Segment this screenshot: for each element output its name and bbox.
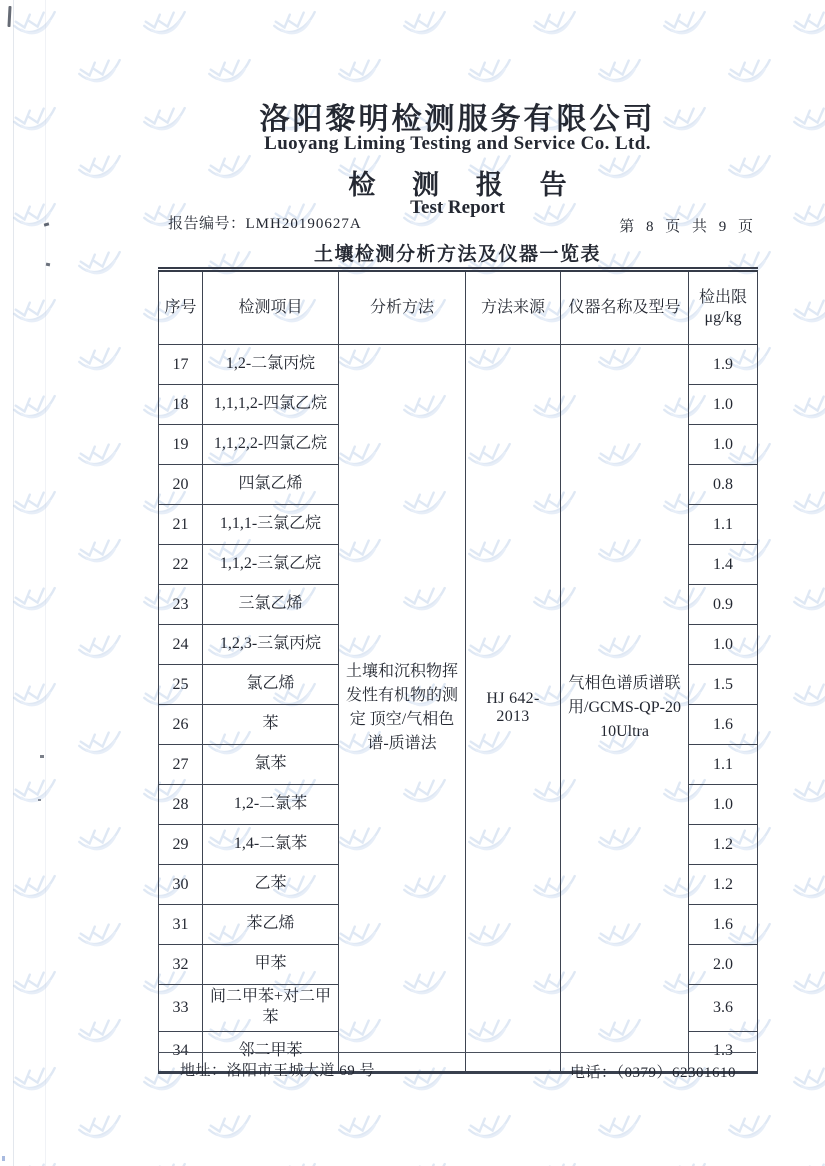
cell-no: 19 (159, 425, 203, 465)
cell-limit: 1.9 (689, 345, 758, 385)
cell-item: 苯乙烯 (203, 905, 339, 945)
table-header-row (159, 270, 758, 345)
cell-item: 苯 (203, 705, 339, 745)
report-title-cn: 检 测 报 告 (348, 170, 582, 200)
table-row (159, 345, 758, 385)
footer-address (180, 1059, 375, 1080)
cell-no: 21 (159, 505, 203, 545)
cell-no: 20 (159, 465, 203, 505)
footer-phone (570, 1061, 736, 1082)
cell-no: 30 (159, 865, 203, 905)
header-limit-unit: μg/kg (704, 309, 742, 326)
cell-no: 25 (159, 665, 203, 705)
cell-limit: 1.0 (689, 625, 758, 665)
header-no: 序号 (159, 270, 203, 345)
cell-limit: 1.0 (689, 785, 758, 825)
cell-item: 乙苯 (203, 865, 339, 905)
scan-artifact (38, 799, 41, 801)
cell-no: 34 (159, 1031, 203, 1072)
scan-artifact (40, 755, 44, 758)
cell-limit: 1.2 (689, 865, 758, 905)
report-number (168, 212, 362, 233)
cell-no: 18 (159, 385, 203, 425)
merged-method-source: HJ 642-2013 (466, 345, 561, 1073)
cell-limit: 0.9 (689, 585, 758, 625)
cell-limit: 1.6 (689, 705, 758, 745)
cell-item: 1,4-二氯苯 (203, 825, 339, 865)
cell-no: 33 (159, 985, 203, 1032)
cell-item: 1,2,3-三氯丙烷 (203, 625, 339, 665)
header-item: 检测项目 (203, 270, 339, 345)
table-title: 土壤检测分析方法及仪器一览表 (313, 244, 601, 265)
cell-limit: 1.4 (689, 545, 758, 585)
cell-item: 甲苯 (203, 945, 339, 985)
cell-limit: 1.6 (689, 905, 758, 945)
scan-edge-line (13, 0, 14, 1166)
cell-no: 28 (159, 785, 203, 825)
address-value: 洛阳市王城大道 69 号 (226, 1063, 376, 1079)
company-name-en: Luoyang Liming Testing and Service Co. Ltd. (264, 133, 651, 154)
cell-item: 1,1,2,2-四氯乙烷 (203, 425, 339, 465)
company-name-cn: 洛阳黎明检测服务有限公司 (259, 103, 656, 136)
scan-artifact (46, 263, 50, 267)
cell-no: 27 (159, 745, 203, 785)
header-method: 分析方法 (339, 270, 466, 345)
cell-limit: 0.8 (689, 465, 758, 505)
phone-label: 电话： (570, 1065, 617, 1081)
cell-no: 22 (159, 545, 203, 585)
cell-item: 1,1,1-三氯乙烷 (203, 505, 339, 545)
cell-no: 29 (159, 825, 203, 865)
scan-artifact (2, 1156, 5, 1161)
methods-table-body (159, 345, 758, 1073)
cell-item: 1,2-二氯苯 (203, 785, 339, 825)
cell-limit: 1.2 (689, 825, 758, 865)
cell-limit: 1.5 (689, 665, 758, 705)
report-number-label: 报告编号： (168, 216, 246, 232)
header-source: 方法来源 (466, 270, 561, 345)
cell-limit: 3.6 (689, 985, 758, 1032)
cell-limit: 1.0 (689, 385, 758, 425)
footer-divider (158, 1052, 756, 1053)
page-indicator: 第 8 页 共 9 页 (619, 219, 757, 235)
cell-no: 26 (159, 705, 203, 745)
cell-item: 1,1,2-三氯乙烷 (203, 545, 339, 585)
methods-table (158, 267, 758, 1074)
cell-item: 1,1,1,2-四氯乙烷 (203, 385, 339, 425)
cell-item: 四氯乙烯 (203, 465, 339, 505)
cell-limit: 1.1 (689, 505, 758, 545)
cell-item: 间二甲苯+对二甲苯 (203, 985, 339, 1032)
cell-limit: 1.1 (689, 745, 758, 785)
cell-no: 24 (159, 625, 203, 665)
report-number-value: LMH20190627A (245, 216, 362, 232)
cell-limit: 1.0 (689, 425, 758, 465)
cell-no: 17 (159, 345, 203, 385)
address-label: 地址： (180, 1063, 227, 1079)
cell-item: 氯乙烯 (203, 665, 339, 705)
cell-limit: 1.3 (689, 1031, 758, 1072)
merged-instrument: 气相色谱质谱联用/GCMS-QP-2010Ultra (561, 345, 689, 1073)
header-limit (689, 270, 758, 345)
report-title-en: Test Report (410, 197, 505, 218)
cell-item: 邻二甲苯 (203, 1031, 339, 1072)
cell-item: 1,2-二氯丙烷 (203, 345, 339, 385)
scan-edge-line (45, 0, 46, 1166)
cell-no: 23 (159, 585, 203, 625)
merged-analysis-method: 土壤和沉积物挥发性有机物的测定 顶空/气相色谱-质谱法 (339, 345, 466, 1073)
cell-no: 32 (159, 945, 203, 985)
cell-item: 氯苯 (203, 745, 339, 785)
header-instrument: 仪器名称及型号 (561, 270, 689, 345)
cell-no: 31 (159, 905, 203, 945)
phone-value: （0379）62301610 (616, 1065, 737, 1081)
cell-item: 三氯乙烯 (203, 585, 339, 625)
cell-limit: 2.0 (689, 945, 758, 985)
header-limit-label: 检出限 (698, 289, 747, 306)
